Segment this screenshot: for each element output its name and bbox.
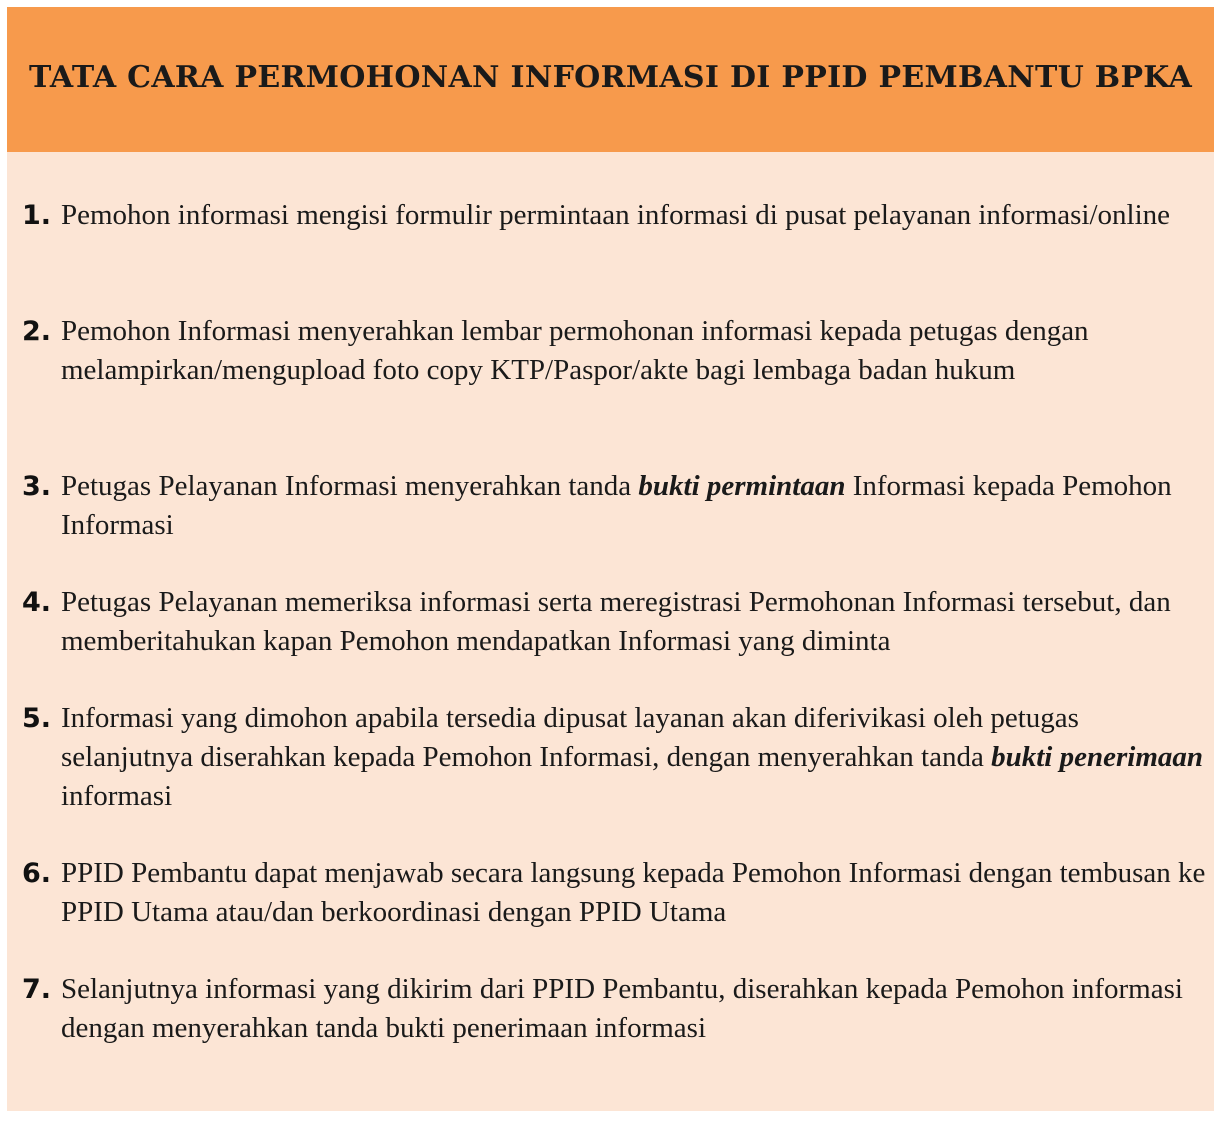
step-text: Petugas Pelayanan memeriksa informasi serta meregistrasi Permohonan Informasi tersebut, dan memberitahukan kapan Pemohon mendapatkan Informasi yang diminta: [61, 586, 1171, 657]
page-title: TATA CARA PERMOHONAN INFORMASI DI PPID PEMBANTU BPKA: [28, 60, 1193, 95]
step-number: 1.: [22, 200, 52, 231]
step-text-before: Petugas Pelayanan Informasi menyerahkan tanda: [61, 470, 639, 502]
step-text-emphasis: bukti permintaan: [638, 470, 846, 502]
step-text: [61, 467, 1211, 545]
step-text-after: informasi: [61, 741, 1218, 812]
step-text: [61, 699, 1218, 816]
step-number: 3.: [22, 471, 52, 502]
step-text-before: Informasi yang dimohon apabila tersedia dipusat layanan akan diferivikasi oleh petugas selanjutnya diserahkan kepada Pemohon Informasi, dengan menyerahkan tanda: [61, 702, 1087, 773]
step-number: 4.: [22, 587, 52, 618]
step-text: PPID Pembantu dapat menjawab secara langsung kepada Pemohon Informasi dengan tembusan ke PPID Utama atau/dan berkoordinasi dengan PPID Utama: [61, 857, 1206, 928]
header-banner: [7, 7, 1214, 152]
step-text-after: Informasi kepada Pemohon Informasi: [61, 470, 1172, 541]
step-text-emphasis: bukti penerimaan: [991, 741, 1204, 773]
step-number: 5.: [22, 703, 52, 734]
step-text: Pemohon Informasi menyerahkan lembar permohonan informasi kepada petugas dengan melampirkan/mengupload foto copy KTP/Paspor/akte bagi lembaga badan hukum: [61, 315, 1089, 386]
step-number: 2.: [22, 316, 52, 347]
procedure-card: [7, 7, 1218, 1111]
step-text: Pemohon informasi mengisi formulir permintaan informasi di pusat pelayanan informasi/online: [61, 199, 1171, 231]
step-number: 7.: [22, 974, 52, 1005]
step-text: Selanjutnya informasi yang dikirim dari PPID Pembantu, diserahkan kepada Pemohon informasi dengan menyerahkan tanda bukti penerimaan informasi: [61, 973, 1183, 1044]
step-number: 6.: [22, 858, 52, 889]
